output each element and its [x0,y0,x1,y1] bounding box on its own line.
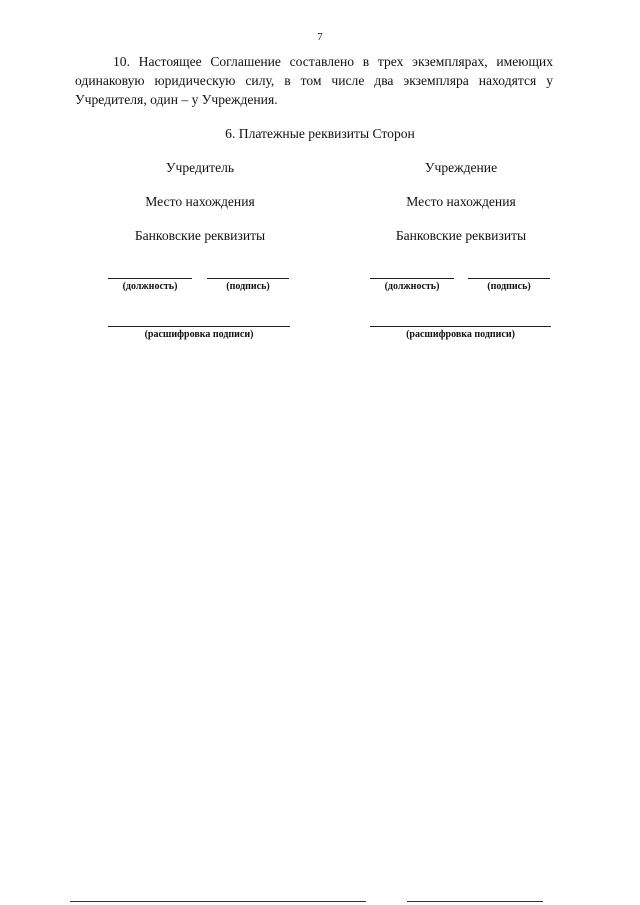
signature-caption: (подпись) [226,281,270,292]
position-line [108,278,192,279]
party-column-founder [70,160,330,262]
signature-decoding-line [370,326,551,327]
position-line [370,278,454,279]
signature-line [468,278,550,279]
signature-caption: (подпись) [487,281,531,292]
signature-decoding-caption: (расшифровка подписи) [406,329,515,340]
page-number: 7 [317,31,323,43]
signature-decoding-line [108,326,290,327]
position-caption: (должность) [122,281,178,292]
footer-line [70,901,366,902]
agreement-paragraph: 10. Настоящее Соглашение составлено в трех экземплярах, имеющих одинаковую юридическую силу, в том числе два экземпляра находятся у Учредителя, один – у Учреждения. [75,54,553,107]
party-name: Учреждение [424,160,498,175]
party-column-institution [331,160,591,262]
signature-line [207,278,289,279]
bank-details-label: Банковские реквизиты [134,228,266,243]
signature-decoding-caption: (расшифровка подписи) [144,329,254,340]
position-caption: (должность) [384,281,440,292]
footer-line [407,901,543,902]
bank-details-label: Банковские реквизиты [395,228,527,243]
section-title: 6. Платежные реквизиты Сторон [225,126,415,141]
location-label: Место нахождения [145,194,255,209]
party-name: Учредитель [165,160,235,175]
location-label: Место нахождения [406,194,516,209]
